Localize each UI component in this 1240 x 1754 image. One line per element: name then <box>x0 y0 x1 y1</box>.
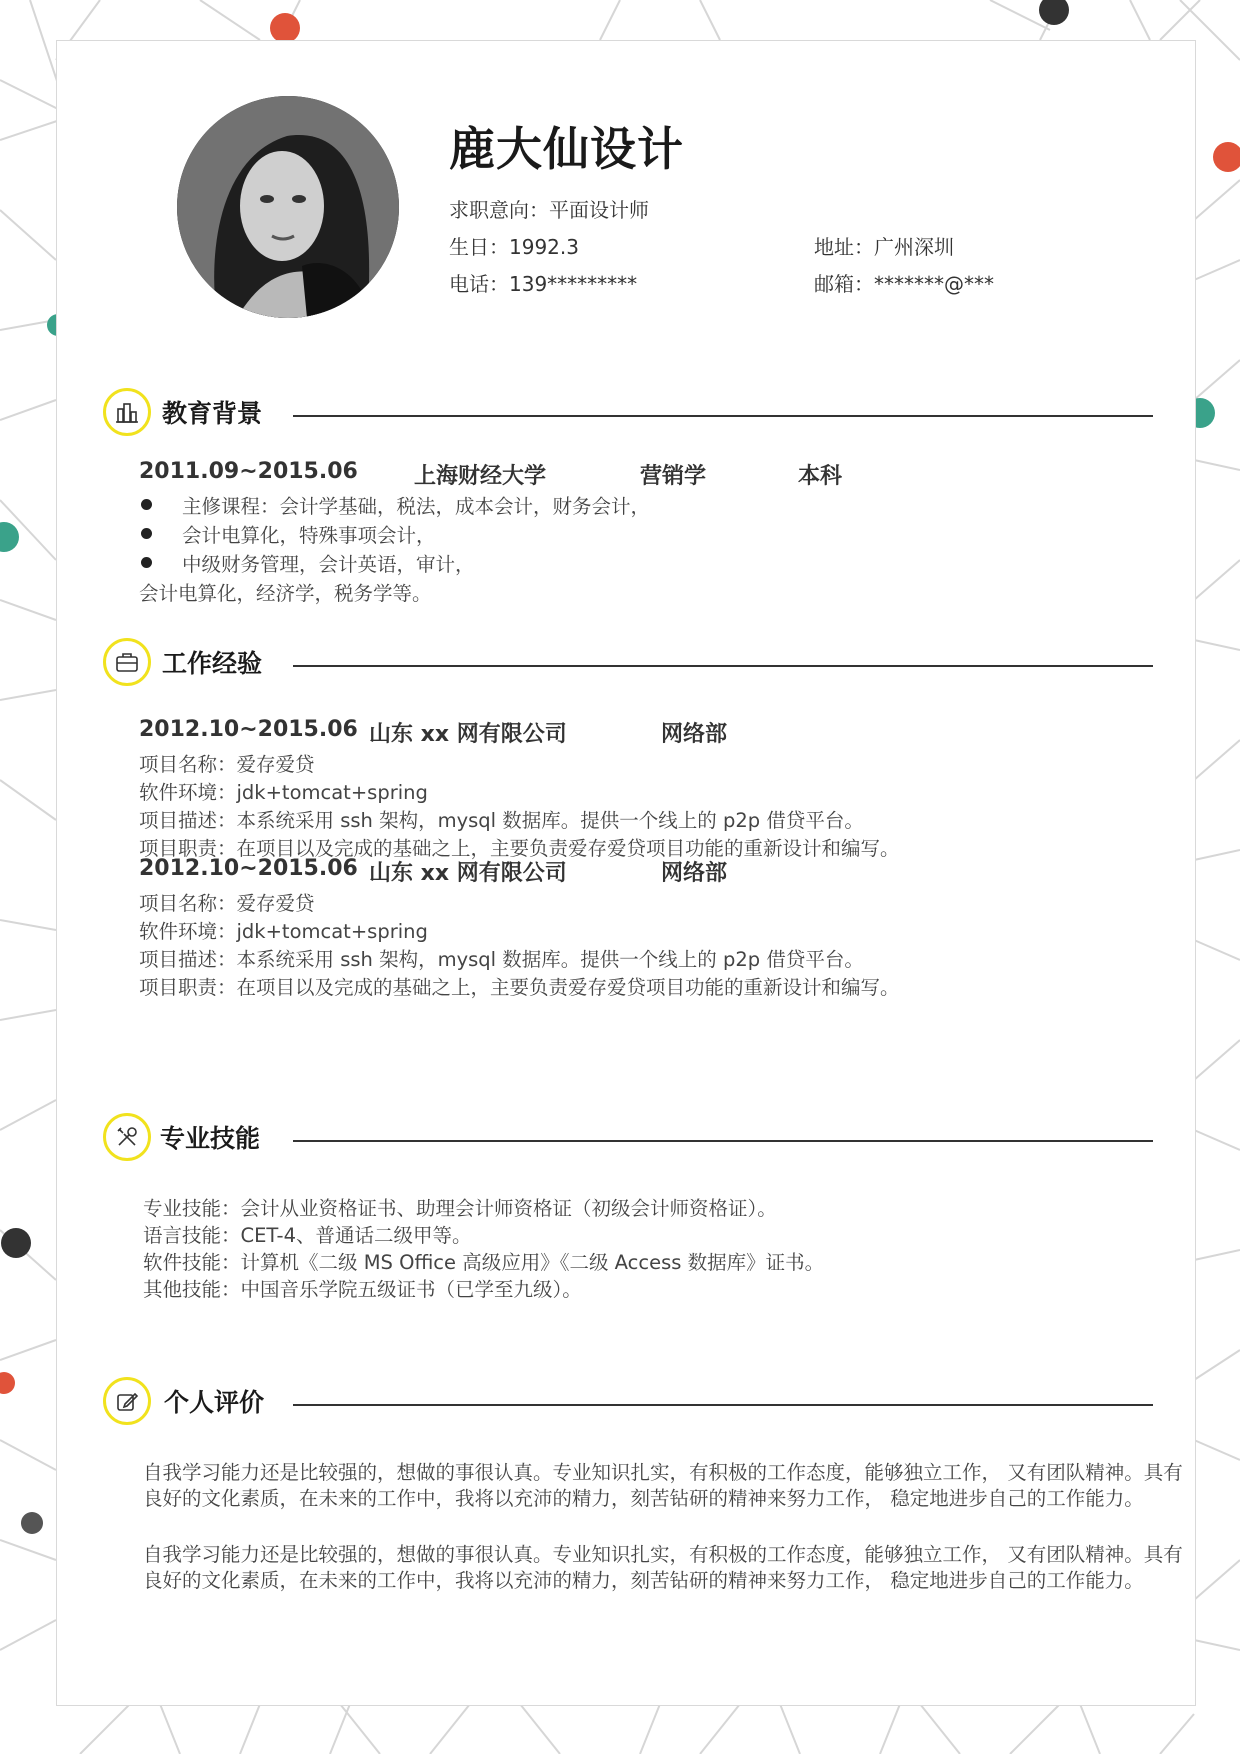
evaluation-paragraph: 自我学习能力还是比较强的，想做的事很认真。专业知识扎实，有积极的工作态度，能够独立工作， 又有团队精神。具有良好的文化素质，在未来的工作中，我将以充沛的精力，刻苦钻研的精神来努力工作， 稳定地进步自己的工作能力。 <box>143 1461 1183 1510</box>
work-company: 山东 xx 网有限公司 <box>369 722 567 747</box>
skill-line: 软件技能：计算机《二级 MS Office 高级应用》《二级 Access 数据库》证书。 <box>143 1251 825 1274</box>
evaluation-paragraph: 自我学习能力还是比较强的，想做的事很认真。专业知识扎实，有积极的工作态度，能够独立工作， 又有团队精神。具有良好的文化素质，在未来的工作中，我将以充沛的精力，刻苦钻研的精神来努力工作， 稳定地进步自己的工作能力。 <box>143 1543 1183 1592</box>
candidate-name: 鹿大仙设计 <box>449 122 684 176</box>
bullet-dot <box>141 528 152 539</box>
section-work-title: 工作经验 <box>162 649 263 678</box>
section-evaluation-header <box>103 1377 1153 1431</box>
edit-icon <box>103 1377 151 1425</box>
edu-school: 上海财经大学 <box>414 464 547 489</box>
bullet-dot <box>141 557 152 568</box>
work-line: 项目描述：本系统采用 ssh 架构，mysql 数据库。提供一个线上的 p2p 借贷平台。 <box>139 809 864 832</box>
work-line: 软件环境：jdk+tomcat+spring <box>139 781 428 804</box>
work-dept: 网络部 <box>661 861 728 886</box>
building-icon <box>103 388 151 436</box>
skill-line: 专业技能：会计从业资格证书、助理会计师资格证（初级会计师资格证）。 <box>143 1197 777 1220</box>
work-period: 2012.10~2015.06 <box>139 856 358 881</box>
work-line: 项目名称：爱存爱贷 <box>139 892 315 915</box>
birthday: 生日：1992.3 <box>449 235 579 259</box>
email: 邮箱：*******@*** <box>814 272 994 296</box>
work-company: 山东 xx 网有限公司 <box>369 861 567 886</box>
section-skills-header <box>103 1113 1153 1167</box>
edu-course-line: 会计电算化，特殊事项会计， <box>182 524 436 547</box>
edu-degree: 本科 <box>798 464 843 489</box>
work-line: 项目职责：在项目以及完成的基础之上，主要负责爱存爱贷项目功能的重新设计和编写。 <box>139 976 900 999</box>
skill-line: 语言技能：CET-4、普通话二级甲等。 <box>143 1224 472 1247</box>
work-line: 项目职责：在项目以及完成的基础之上，主要负责爱存爱贷项目功能的重新设计和编写。 <box>139 837 900 860</box>
address: 地址：广州深圳 <box>814 235 954 259</box>
bullet-dot <box>141 499 152 510</box>
section-education-title: 教育背景 <box>162 399 263 428</box>
work-period: 2012.10~2015.06 <box>139 717 358 742</box>
section-divider <box>293 1140 1153 1142</box>
section-divider <box>293 415 1153 417</box>
work-line: 软件环境：jdk+tomcat+spring <box>139 920 428 943</box>
work-line: 项目描述：本系统采用 ssh 架构，mysql 数据库。提供一个线上的 p2p 借贷平台。 <box>139 948 864 971</box>
section-divider <box>293 1404 1153 1406</box>
portrait-icon <box>177 96 399 318</box>
section-work-header <box>103 638 1153 692</box>
tools-icon <box>103 1113 151 1161</box>
edu-extra: 会计电算化，经济学，税务学等。 <box>139 582 432 605</box>
work-line: 项目名称：爱存爱贷 <box>139 753 315 776</box>
section-divider <box>293 665 1153 667</box>
edu-major: 营销学 <box>640 464 707 489</box>
work-dept: 网络部 <box>661 722 728 747</box>
profile-photo <box>177 96 399 318</box>
edu-course-line: 主修课程：会计学基础，税法，成本会计，财务会计， <box>182 495 651 518</box>
briefcase-icon <box>103 638 151 686</box>
edu-course-line: 中级财务管理，会计英语，审计， <box>182 553 475 576</box>
section-evaluation-title: 个人评价 <box>164 1388 265 1417</box>
section-education-header <box>103 388 1153 442</box>
phone: 电话：139********* <box>449 272 638 296</box>
section-skills-title: 专业技能 <box>160 1124 261 1153</box>
edu-period: 2011.09~2015.06 <box>139 459 358 484</box>
job-intent: 求职意向：平面设计师 <box>449 198 649 222</box>
skill-line: 其他技能：中国音乐学院五级证书（已学至九级）。 <box>143 1278 582 1301</box>
resume-page <box>56 40 1196 1706</box>
